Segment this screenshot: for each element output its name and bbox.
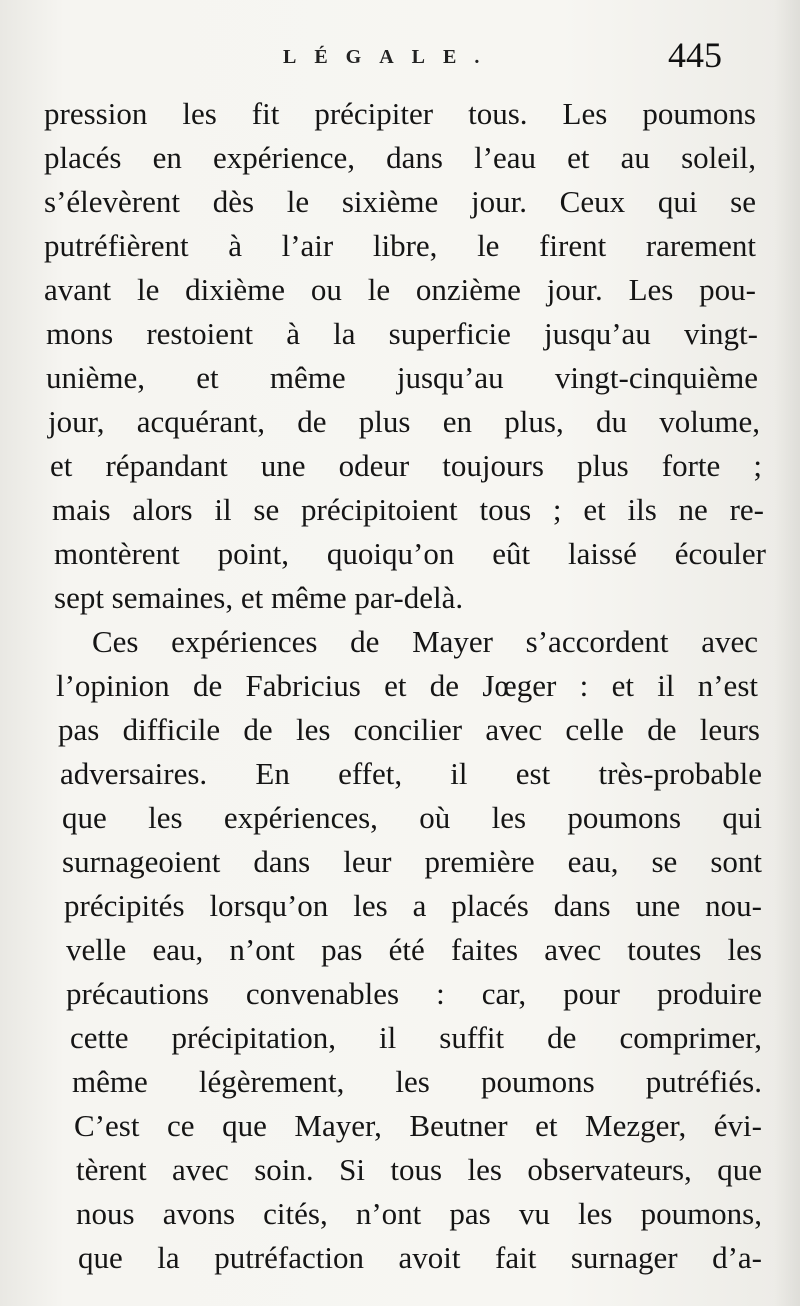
page-edge-shadow [774, 0, 800, 1306]
page-header [0, 34, 800, 86]
text-line: que les expériences, où les poumons qui [62, 800, 762, 835]
text-line: pas difficile de les concilier avec celle de leurs [58, 712, 760, 747]
text-line: même légèrement, les poumons putréfiés. [72, 1064, 762, 1099]
text-line: velle eau, n’ont pas été faites avec toutes les [66, 932, 762, 967]
text-line: pression les fit précipiter tous. Les poumons [44, 96, 756, 131]
text-line: sept semaines, et même par-delà. [54, 580, 464, 615]
text-line: et répandant une odeur toujours plus forte ; [50, 448, 762, 483]
text-line: placés en expérience, dans l’eau et au soleil, [44, 140, 756, 175]
running-title: LÉGALE. [283, 46, 498, 68]
text-line: Ces expériences de Mayer s’accordent avec [92, 624, 758, 659]
page-number: 445 [668, 35, 722, 75]
text-line: surnageoient dans leur première eau, se sont [62, 844, 762, 879]
text-line: mais alors il se précipitoient tous ; et ils ne re- [52, 492, 764, 527]
text-line: unième, et même jusqu’au vingt-cinquième [46, 360, 758, 395]
text-line: mons restoient à la superficie jusqu’au vingt- [46, 316, 758, 351]
text-line: tèrent avec soin. Si tous les observateurs, que [76, 1152, 762, 1187]
text-line: adversaires. En effet, il est très-probable [60, 756, 762, 791]
text-line: l’opinion de Fabricius et de Jœger : et il n’est [56, 668, 758, 703]
text-line: précautions convenables : car, pour produire [66, 976, 762, 1011]
text-line: cette précipitation, il suffit de comprimer, [70, 1020, 762, 1055]
text-line: montèrent point, quoiqu’on eût laissé écouler [54, 536, 766, 571]
text-line: s’élevèrent dès le sixième jour. Ceux qui se [44, 184, 756, 219]
text-line: nous avons cités, n’ont pas vu les poumons, [76, 1196, 762, 1231]
text-line: C’est ce que Mayer, Beutner et Mezger, évi- [74, 1108, 762, 1143]
text-line: que la putréfaction avoit fait surnager d’a- [78, 1240, 762, 1275]
text-line: précipités lorsqu’on les a placés dans une nou- [64, 888, 762, 923]
text-line: avant le dixième ou le onzième jour. Les pou- [44, 272, 756, 307]
text-line: putréfièrent à l’air libre, le firent rarement [44, 228, 756, 263]
text-line: jour, acquérant, de plus en plus, du volume, [48, 404, 760, 439]
